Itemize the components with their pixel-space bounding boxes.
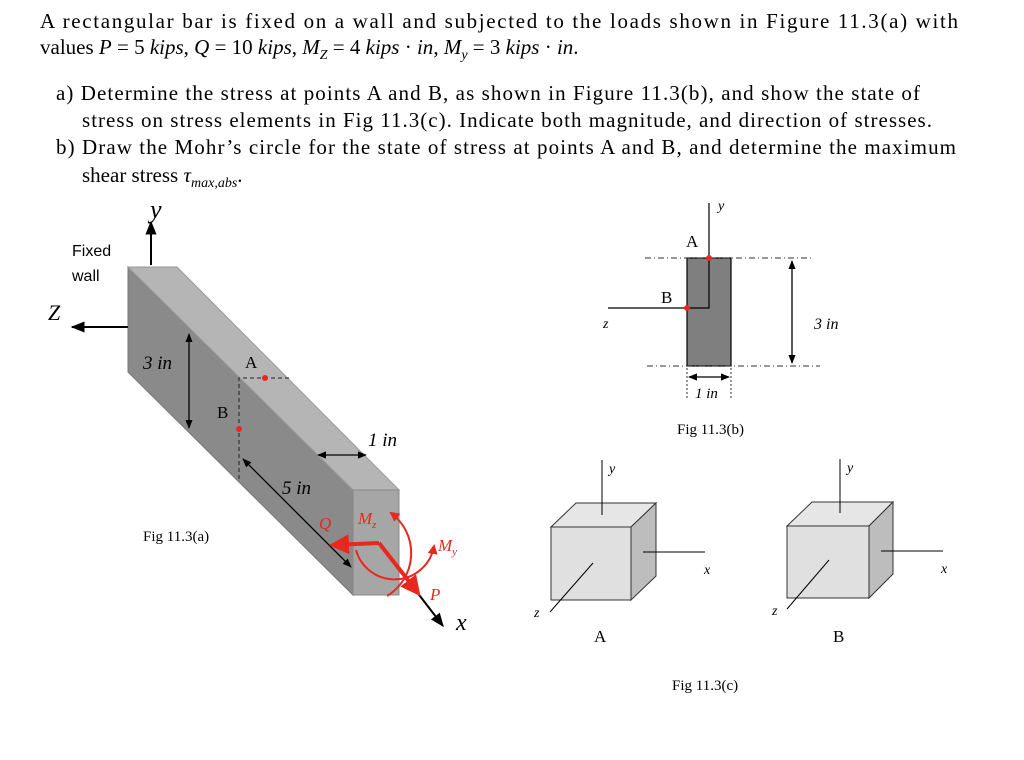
text-segment: a) Determine the stress at points A and B, as shown in Figure 11.3(b), and show the state of bbox=[56, 81, 920, 105]
moment-y-label: $M_y$ bbox=[438, 536, 458, 558]
load-q-arrow bbox=[333, 543, 379, 545]
figure-a-caption: Fig 11.3(a) bbox=[143, 529, 210, 545]
load-p-label: P bbox=[430, 585, 441, 604]
text-segment: . bbox=[573, 35, 579, 59]
y-axis-label: y bbox=[718, 199, 725, 214]
problem-line-1 bbox=[40, 9, 959, 33]
math-symbol: P bbox=[98, 35, 112, 59]
text-segment: stress on stress elements in Fig 11.3(c). Indicate both magnitude, and direction of stresses. bbox=[82, 108, 932, 132]
subscript-text: y bbox=[461, 48, 468, 63]
math-symbol: τ bbox=[183, 163, 192, 187]
text-segment: , bbox=[291, 35, 303, 59]
figure-a bbox=[48, 195, 467, 636]
subscript-text: Z bbox=[319, 48, 328, 63]
point-b-label: B bbox=[661, 288, 673, 307]
load-q-label: Q bbox=[319, 514, 332, 533]
text-segment: , bbox=[183, 35, 195, 59]
figure-b-caption: Fig 11.3(b) bbox=[677, 422, 744, 438]
y-axis-label: y bbox=[609, 462, 616, 477]
point-a-label: A bbox=[686, 232, 699, 251]
text-segment: = 4 bbox=[327, 35, 366, 59]
math-symbol: kips bbox=[149, 35, 184, 59]
text-segment: = 10 bbox=[209, 35, 258, 59]
problem-line-2 bbox=[40, 35, 579, 63]
element-a-label: A bbox=[594, 627, 607, 646]
z-axis-label: z bbox=[603, 317, 609, 332]
stress-element-b bbox=[771, 459, 948, 646]
math-symbol: M bbox=[302, 35, 320, 59]
width-dimension-label: 1 in bbox=[695, 386, 718, 402]
math-symbol: kips bbox=[257, 35, 292, 59]
text-segment: · bbox=[539, 35, 557, 59]
text-segment: = 3 bbox=[467, 35, 506, 59]
cube-front-face bbox=[551, 527, 631, 600]
figure-c-caption: Fig 11.3(c) bbox=[672, 678, 739, 694]
point-b-dot bbox=[236, 426, 242, 432]
text-segment: , bbox=[433, 35, 444, 59]
y-axis-label: y bbox=[150, 195, 162, 224]
point-a-label: A bbox=[245, 353, 258, 372]
text-segment: b) Draw the Mohr’s circle for the state of stress at points A and B, and determine the maximum bbox=[56, 135, 956, 159]
y-axis-label: y bbox=[847, 461, 854, 476]
math-symbol: M bbox=[443, 35, 462, 59]
figure-b bbox=[602, 199, 838, 438]
text-segment: · bbox=[399, 35, 417, 59]
math-symbol: in bbox=[416, 35, 434, 59]
text-segment: A rectangular bar is fixed on a wall and subjected to the loads shown in Figure 11.3(a) with bbox=[40, 9, 959, 33]
cube-front-face bbox=[787, 526, 869, 598]
text-segment: . bbox=[237, 163, 243, 187]
question-b-line-1 bbox=[56, 135, 956, 159]
length-dimension-label: 5 in bbox=[282, 478, 312, 499]
z-axis-label: z bbox=[534, 606, 540, 621]
math-symbol: kips bbox=[505, 35, 540, 59]
text-segment: values bbox=[40, 35, 99, 59]
question-b-line-2 bbox=[82, 163, 243, 191]
text-segment: shear stress bbox=[82, 163, 184, 187]
subscript-text: max,abs bbox=[191, 176, 238, 191]
point-b-label: B bbox=[217, 403, 229, 422]
figure-c bbox=[533, 459, 948, 694]
problem-statement bbox=[40, 9, 959, 191]
point-b-dot bbox=[684, 305, 690, 311]
stress-element-a bbox=[533, 460, 711, 646]
z-axis-label: z bbox=[772, 604, 778, 619]
moment-z-label: $M_z$ bbox=[358, 509, 377, 531]
math-symbol: Q bbox=[194, 35, 210, 59]
x-axis-label: x bbox=[704, 563, 711, 578]
question-a-line-1 bbox=[56, 81, 920, 105]
x-axis-label: x bbox=[456, 610, 467, 636]
fixed-wall-label-1: Fixed bbox=[72, 243, 112, 260]
height-dimension-label: 3 in bbox=[143, 353, 173, 374]
fixed-wall-label-2: wall bbox=[72, 268, 100, 285]
question-a-line-2 bbox=[82, 108, 932, 132]
math-symbol: kips bbox=[365, 35, 400, 59]
math-symbol: in bbox=[556, 35, 574, 59]
point-a-dot bbox=[706, 255, 712, 261]
z-axis-label: Z bbox=[48, 300, 61, 325]
height-dimension-label: 3 in bbox=[814, 316, 839, 333]
width-dimension-label: 1 in bbox=[368, 430, 398, 451]
text-segment: = 5 bbox=[111, 35, 150, 59]
x-axis-label: x bbox=[941, 562, 948, 577]
point-a-dot bbox=[262, 375, 268, 381]
element-b-label: B bbox=[833, 627, 845, 646]
